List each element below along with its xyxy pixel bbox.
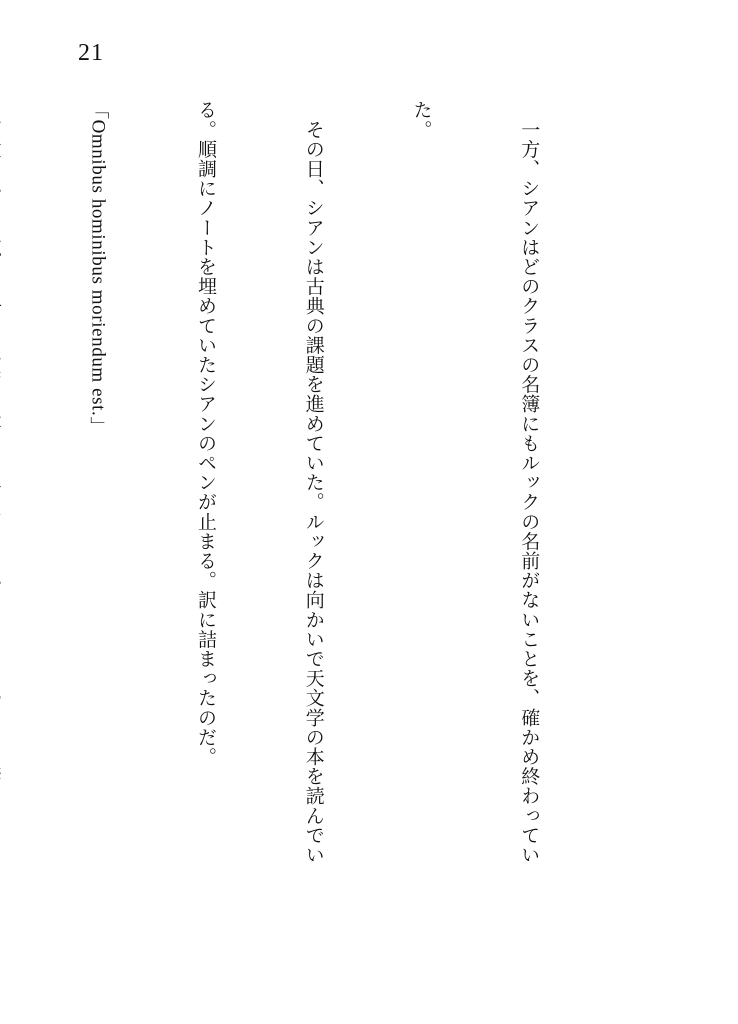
body-text: [78, 100, 618, 970]
text-line: る。順調にノートを埋めていたシアンのペンが止まる。訳に詰まったのだ。: [195, 100, 218, 767]
page-number: 21: [78, 40, 104, 66]
text-line: [0, 100, 8, 970]
text-line: 一方、シアンはどのクラスの名簿にもルックの名前がないことを、確かめ終わってい: [518, 100, 541, 865]
text-line: た。: [410, 100, 433, 140]
text-line: その日、シアンは古典の課題を進めていた。ルックは向かいで天文学の本を読んでい: [302, 100, 325, 865]
latin-quote-line: 「Omnibus hominibus moriendum est.」: [87, 100, 109, 437]
